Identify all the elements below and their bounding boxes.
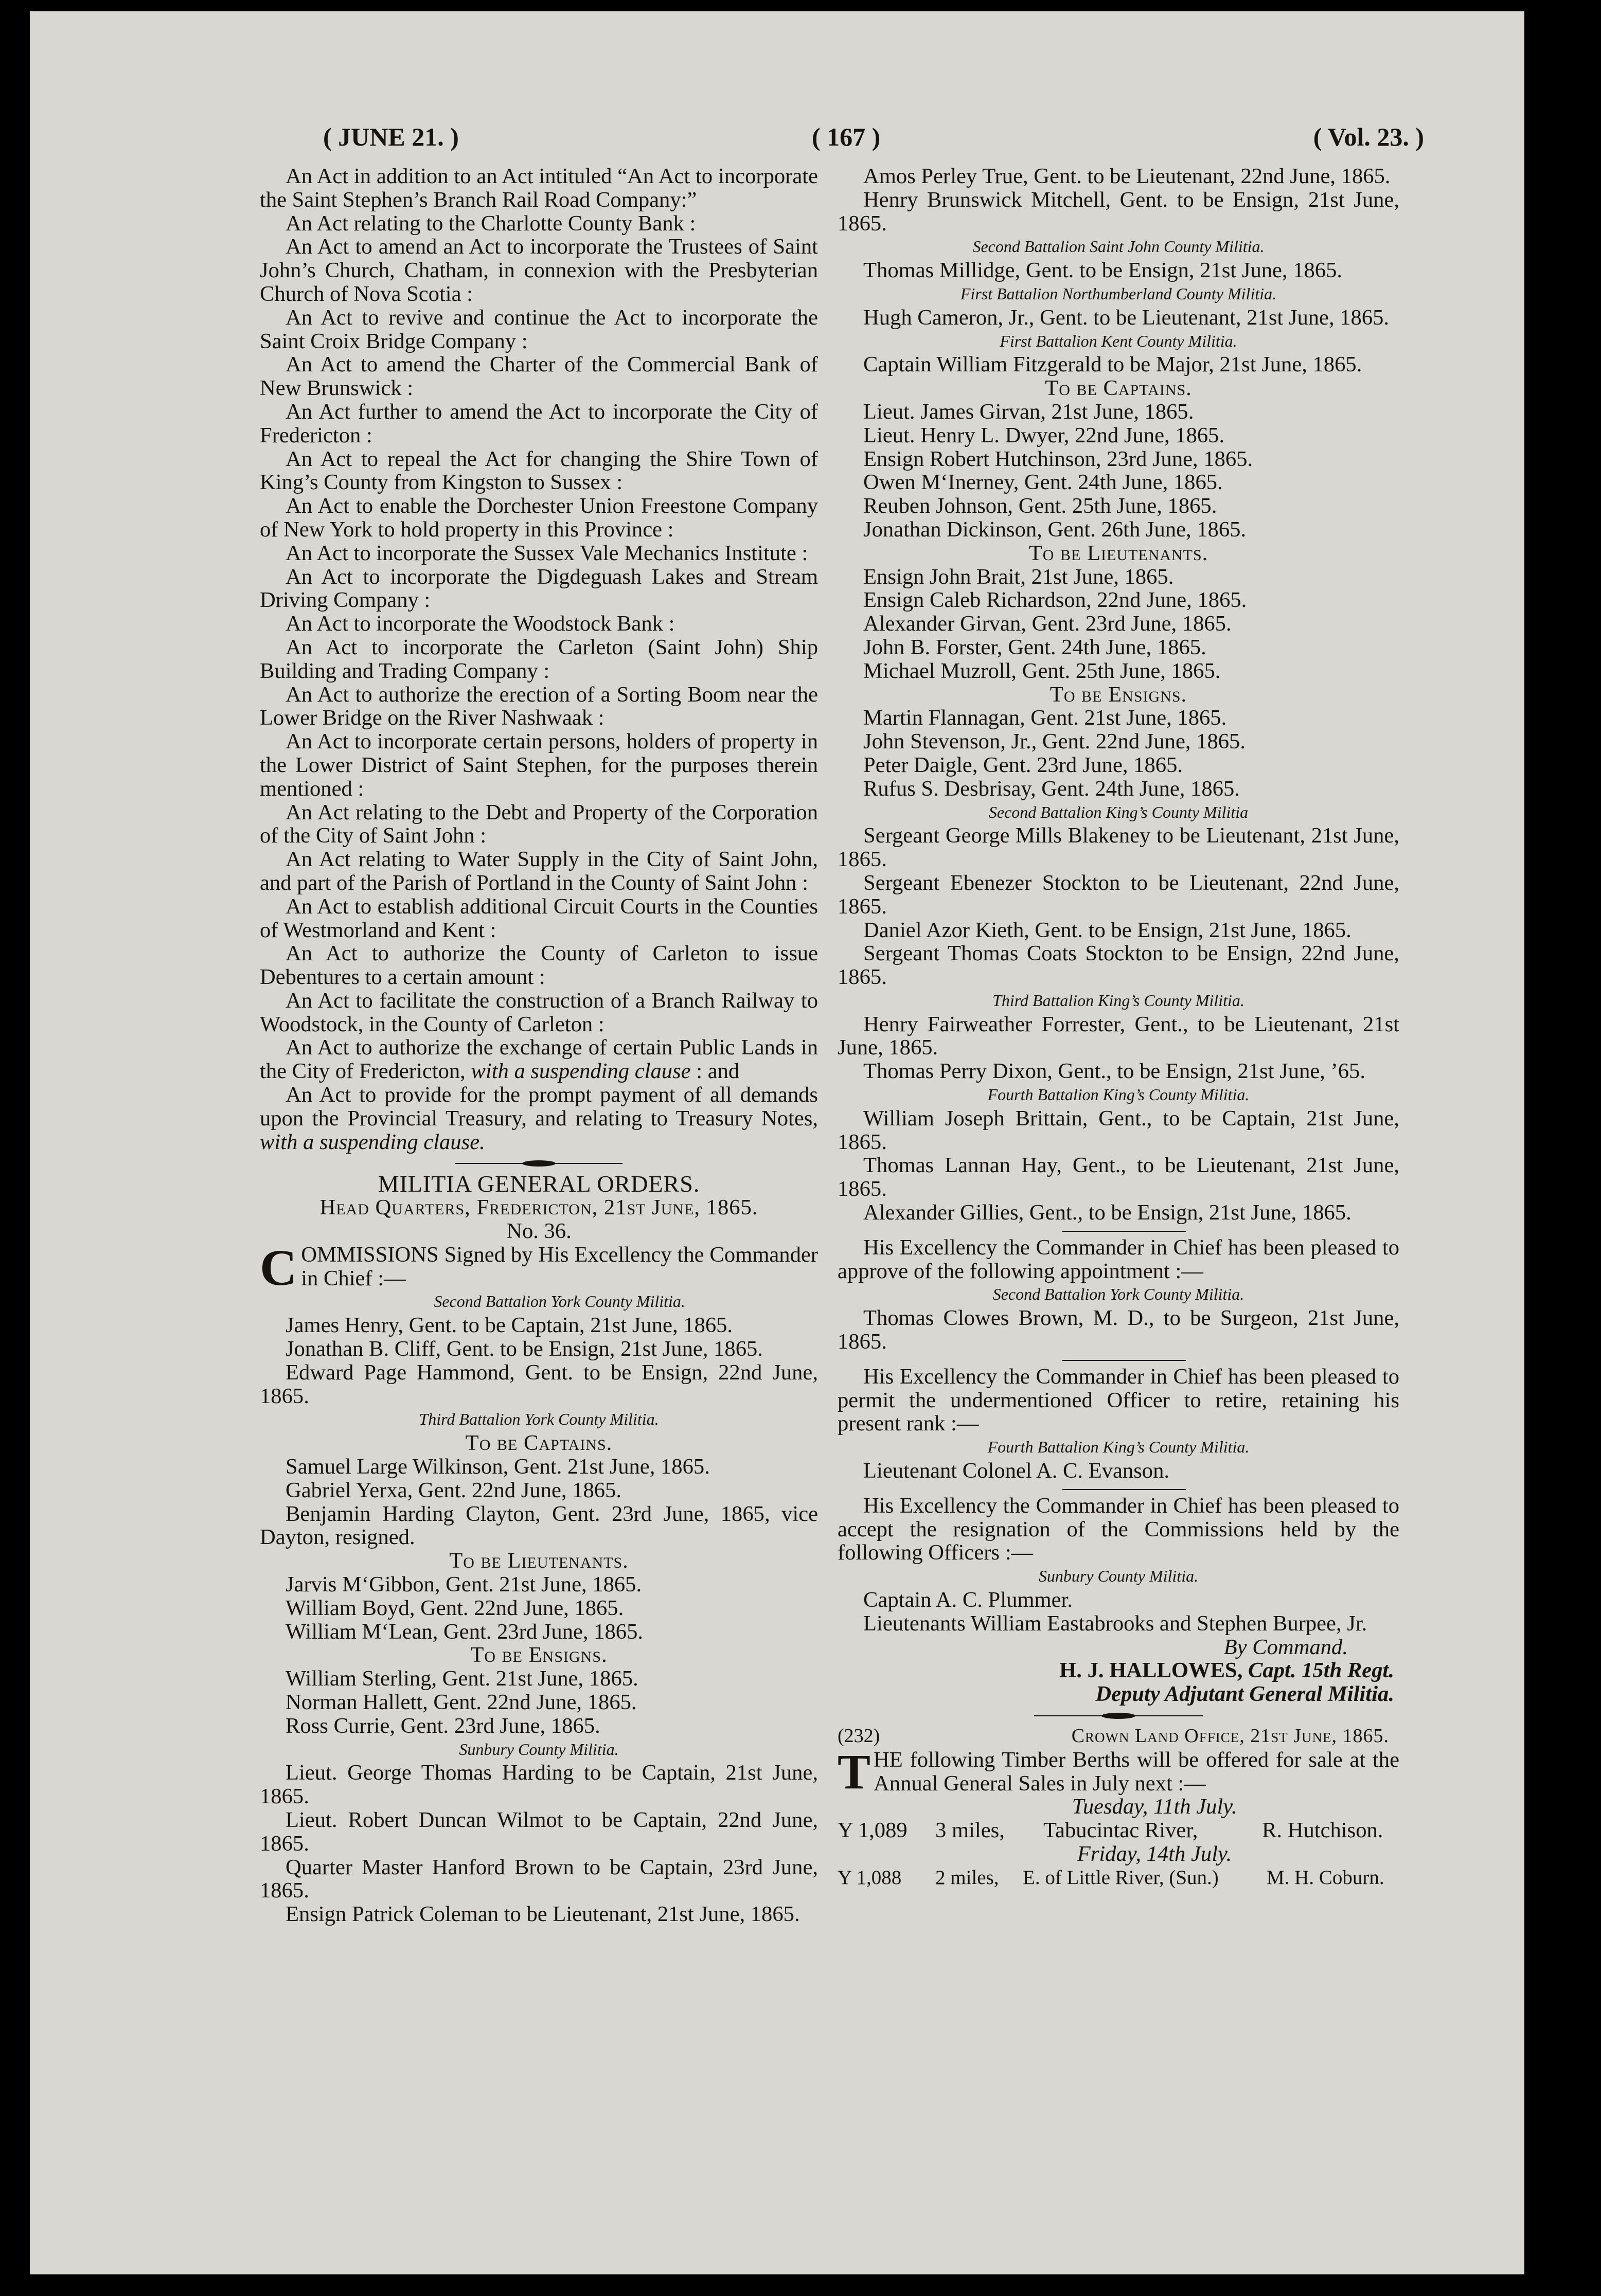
act-exchange-clause: with a suspending clause [471, 1059, 691, 1084]
commission-entry: Lieut. Henry L. Dwyer, 22nd June, 1865. [863, 423, 1225, 447]
commission-entry: Ensign Patrick Coleman to be Lieutenant, 21st June, 1865. [286, 1902, 800, 1927]
commission-entry: Thomas Perry Dixon, Gent., to be Ensign, 21st June, ’65. [863, 1059, 1365, 1084]
berth-applicant: R. Hutchison. [1262, 1818, 1383, 1843]
act-item: An Act to incorporate the Carleton (Saint John) Ship Building and Trading Company : [260, 635, 818, 683]
battalion-title: Sunbury County Militia. [459, 1739, 619, 1759]
commission-entry: Lieut. George Thomas Harding to be Captain, 21st June, 1865. [260, 1761, 818, 1809]
section-divider [838, 1225, 1399, 1236]
act-treasury-clause: with a suspending clause. [260, 1129, 485, 1154]
commission-entry: Ross Currie, Gent. 23rd June, 1865. [286, 1713, 600, 1738]
header-date: ( JUNE 21. ) [323, 122, 459, 151]
berth-size: 3 miles, [935, 1818, 1005, 1843]
commission-entry: Martin Flannagan, Gent. 21st June, 1865. [863, 706, 1227, 730]
berth-id: Y 1,089 [838, 1818, 908, 1843]
commission-entry: Thomas Clowes Brown, M. D., to be Surgeon, 21st June, 1865. [838, 1306, 1399, 1354]
commission-entry: John Stevenson, Jr., Gent. 22nd June, 1865. [863, 729, 1246, 754]
act-item: An Act relating to the Debt and Property of the Corporation of the City of Saint John : [260, 800, 818, 848]
commission-entry: Reuben Johnson, Gent. 25th June, 1865. [863, 494, 1217, 518]
act-item: An Act to amend an Act to incorporate the Trustees of Saint John’s Church, Chatham, in connexion with the Presbyterian Church of Nova Scotia : [260, 235, 818, 306]
commission-entry: Gabriel Yerxa, Gent. 22nd June, 1865. [286, 1478, 622, 1502]
commission-entry: John B. Forster, Gent. 24th June, 1865. [863, 635, 1206, 659]
act-item [260, 1036, 818, 1083]
commission-entry: William Boyd, Gent. 22nd June, 1865. [286, 1595, 624, 1620]
commission-entry: Captain William Fitzgerald to be Major, 21st June, 1865. [863, 352, 1362, 377]
section-divider [838, 1483, 1399, 1494]
sale-day: Tuesday, 11th July. [1072, 1795, 1237, 1819]
rank-heading: To be Captains. [465, 1431, 613, 1456]
commission-entry: Captain A. C. Plummer. [863, 1588, 1073, 1612]
commission-entry: Quarter Master Hanford Brown to be Captain, 23rd June, 1865. [260, 1855, 818, 1903]
act-exchange-text: An Act to authorize the exchange of certain Public Lands in the City of Fredericton, [260, 1035, 818, 1084]
commission-entry: Lieut. Robert Duncan Wilmot to be Captain, 22nd June, 1865. [260, 1807, 818, 1856]
act-item: An Act to establish additional Circuit Courts in the Counties of Westmorland and Kent : [260, 894, 818, 942]
timber-berth-row [838, 1866, 1399, 1890]
advert-number: (232) [838, 1725, 880, 1747]
act-item: An Act to repeal the Act for changing the Shire Town of King’s County from Kingston to Sussex : [260, 446, 818, 495]
militia-order-number: No. 36. [506, 1219, 572, 1244]
battalion-title: Fourth Battalion King’s County Militia. [987, 1438, 1250, 1457]
commission-entry: Samuel Large Wilkinson, Gent. 21st June, 1865. [286, 1455, 710, 1479]
battalion-title: Fourth Battalion King’s County Militia. [987, 1085, 1250, 1104]
commission-entry: Alexander Girvan, Gent. 23rd June, 1865. [863, 612, 1232, 636]
battalion-title: Third Battalion King’s County Militia. [992, 991, 1244, 1010]
militia-headquarters: Head Quarters, Fredericton, 21st June, 1865. [319, 1195, 758, 1220]
crown-land-intro [838, 1744, 1399, 1799]
commission-entry: Sergeant Ebenezer Stockton to be Lieutenant, 22nd June, 1865. [838, 870, 1399, 919]
commission-entry: Jonathan B. Cliff, Gent. to be Ensign, 21st June, 1865. [286, 1337, 763, 1361]
rank-heading: To be Ensigns. [470, 1643, 608, 1667]
commission-entry: Norman Hallett, Gent. 22nd June, 1865. [286, 1690, 637, 1714]
crown-land-office: Crown Land Office, 21st June, 1865. [1071, 1725, 1389, 1747]
commission-entry: Michael Muzroll, Gent. 25th June, 1865. [863, 658, 1221, 683]
act-item: An Act relating to Water Supply in the City of Saint John, and part of the Parish of Portland in the County of Saint John : [260, 847, 818, 895]
commission-entry: James Henry, Gent. to be Captain, 21st June, 1865. [286, 1313, 733, 1338]
signature-title: Deputy Adjutant General Militia. [1095, 1682, 1394, 1707]
act-exchange-end: : and [690, 1059, 740, 1084]
militia-intro [260, 1239, 818, 1296]
commission-entry: Ensign Caleb Richardson, 22nd June, 1865. [863, 588, 1247, 613]
signature-name-text: H. J. HALLOWES, [1059, 1658, 1248, 1683]
commission-entry: Owen M‘Inerney, Gent. 24th June, 1865. [863, 470, 1223, 495]
act-item: An Act to incorporate the Woodstock Bank : [286, 612, 675, 636]
page-header [292, 122, 1424, 168]
drop-cap: C [260, 1239, 297, 1296]
commission-entry: Sergeant George Mills Blakeney to be Lieutenant, 21st June, 1865. [838, 823, 1399, 872]
notice-text: His Excellency the Commander in Chief has been pleased to permit the undermentioned Officer to retire, retaining his present rank :— [838, 1364, 1399, 1436]
commission-entry: Peter Daigle, Gent. 23rd June, 1865. [863, 752, 1183, 777]
commission-entry: Lieutenants William Eastabrooks and Stephen Burpee, Jr. [863, 1611, 1367, 1636]
commission-entry: Lieutenant Colonel A. C. Evanson. [863, 1459, 1170, 1483]
berth-size: 2 miles, [935, 1866, 999, 1889]
battalion-title: Third Battalion York County Militia. [419, 1410, 659, 1429]
ornament-divider [260, 1154, 818, 1172]
battalion-title: Second Battalion York County Militia. [992, 1285, 1244, 1304]
act-item: An Act to facilitate the construction of a Branch Railway to Woodstock, in the County of Carleton : [260, 988, 818, 1036]
header-volume: ( Vol. 23. ) [1313, 122, 1424, 151]
right-column [838, 165, 1399, 1890]
battalion-title: Sunbury County Militia. [1038, 1567, 1199, 1586]
commission-entry: William Joseph Brittain, Gent., to be Captain, 21st June, 1865. [838, 1106, 1399, 1154]
commission-entry: Rufus S. Desbrisay, Gent. 24th June, 1865. [863, 776, 1240, 801]
commission-entry: Henry Brunswick Mitchell, Gent. to be Ensign, 21st June, 1865. [838, 187, 1399, 236]
ornament-divider [838, 1706, 1399, 1725]
commission-entry: Daniel Azor Kieth, Gent. to be Ensign, 21st June, 1865. [863, 918, 1351, 942]
act-item: An Act to amend the Charter of the Commercial Bank of New Brunswick : [260, 352, 818, 401]
act-item: An Act further to amend the Act to incorporate the City of Fredericton : [260, 399, 818, 447]
crown-land-heading [838, 1725, 1399, 1748]
signature-name [838, 1659, 1399, 1682]
commission-entry: Thomas Millidge, Gent. to be Ensign, 21st June, 1865. [863, 258, 1343, 283]
commission-entry: Jarvis M‘Gibbon, Gent. 21st June, 1865. [286, 1572, 642, 1597]
act-item: An Act to incorporate the Digdeguash Lakes and Stream Driving Company : [260, 564, 818, 613]
act-item: An Act to authorize the erection of a Sorting Boom near the Lower Bridge on the River Nashwaak : [260, 682, 818, 730]
commission-entry: Benjamin Harding Clayton, Gent. 23rd June, 1865, vice Dayton, resigned. [260, 1501, 818, 1550]
commission-entry: Edward Page Hammond, Gent. to be Ensign, 22nd June, 1865. [260, 1360, 818, 1408]
act-item: An Act to incorporate certain persons, holders of property in the Lower District of Saint Stephen, for the purposes therein mentioned : [260, 729, 818, 801]
section-divider [838, 1354, 1399, 1365]
commission-entry: Alexander Gillies, Gent., to be Ensign, 21st June, 1865. [863, 1200, 1351, 1225]
act-item [260, 1083, 818, 1154]
by-command: By Command. [1223, 1635, 1348, 1659]
militia-intro-text: OMMISSIONS Signed by His Excellency the Commander in Chief :— [301, 1242, 818, 1290]
commission-entry: William Sterling, Gent. 21st June, 1865. [286, 1666, 638, 1691]
commission-entry: Sergeant Thomas Coats Stockton to be Ensign, 22nd June, 1865. [838, 941, 1399, 990]
rank-heading: To be Captains. [1045, 376, 1192, 401]
battalion-title: First Battalion Kent County Militia. [1000, 331, 1237, 350]
battalion-title: Second Battalion King’s County Militia [988, 802, 1249, 821]
act-item: An Act in addition to an Act intituled “An Act to incorporate the Saint Stephen’s Branch Rail Road Company:” [260, 164, 818, 212]
battalion-title: First Battalion Northumberland County Militia. [960, 284, 1277, 303]
rank-heading: To be Ensigns. [1049, 682, 1187, 707]
act-item: An Act relating to the Charlotte County Bank : [286, 211, 696, 236]
notice-text: His Excellency the Commander in Chief has been pleased to accept the resignation of the Commissions held by the following Officers :— [838, 1493, 1399, 1565]
commission-entry: Amos Perley True, Gent. to be Lieutenant, 22nd June, 1865. [863, 164, 1391, 188]
commission-entry: William M‘Lean, Gent. 23rd June, 1865. [286, 1619, 644, 1644]
act-item: An Act to enable the Dorchester Union Freestone Company of New York to hold property in this Province : [260, 494, 818, 542]
rank-heading: To be Lieutenants. [1028, 541, 1208, 565]
crown-land-intro-text: HE following Timber Berths will be offered for sale at the Annual General Sales in July next :— [874, 1747, 1399, 1796]
commission-entry: Ensign John Brait, 21st June, 1865. [863, 564, 1174, 589]
battalion-title: Second Battalion York County Militia. [434, 1292, 685, 1311]
rank-heading: To be Lieutenants. [449, 1549, 629, 1573]
berth-applicant: M. H. Coburn. [1267, 1866, 1384, 1889]
berth-place: Tabucintac River, [1043, 1818, 1198, 1843]
berth-id: Y 1,088 [838, 1866, 902, 1889]
commission-entry: Lieut. James Girvan, 21st June, 1865. [863, 399, 1194, 424]
commission-entry: Henry Fairweather Forrester, Gent., to be Lieutenant, 21st June, 1865. [838, 1012, 1399, 1060]
signature-rank: Capt. 15th Regt. [1248, 1658, 1394, 1683]
commission-entry: Hugh Cameron, Jr., Gent. to be Lieutenant, 21st June, 1865. [863, 305, 1390, 330]
timber-berth-row [838, 1819, 1399, 1842]
commission-entry: Ensign Robert Hutchinson, 23rd June, 1865. [863, 446, 1253, 471]
act-treasury-text: An Act to provide for the prompt payment of all demands upon the Provincial Treasury, and relating to Treasury Notes, [260, 1083, 818, 1131]
berth-place: E. of Little River, (Sun.) [1023, 1866, 1219, 1889]
drop-cap: T [838, 1744, 871, 1799]
militia-title: MILITIA GENERAL ORDERS. [378, 1171, 700, 1197]
header-page-number: ( 167 ) [812, 122, 881, 151]
left-column [260, 165, 818, 1926]
commission-entry: Thomas Lannan Hay, Gent., to be Lieutenant, 21st June, 1865. [838, 1153, 1399, 1201]
commission-entry: Jonathan Dickinson, Gent. 26th June, 1865. [863, 517, 1247, 542]
notice-text: His Excellency the Commander in Chief has been pleased to approve of the following appointment :— [838, 1235, 1399, 1283]
act-item: An Act to authorize the County of Carleton to issue Debentures to a certain amount : [260, 941, 818, 990]
sale-day: Friday, 14th July. [1077, 1841, 1232, 1866]
act-item: An Act to incorporate the Sussex Vale Mechanics Institute : [286, 541, 808, 565]
battalion-title: Second Battalion Saint John County Militia. [972, 237, 1265, 256]
act-item: An Act to revive and continue the Act to incorporate the Saint Croix Bridge Company : [260, 305, 818, 353]
